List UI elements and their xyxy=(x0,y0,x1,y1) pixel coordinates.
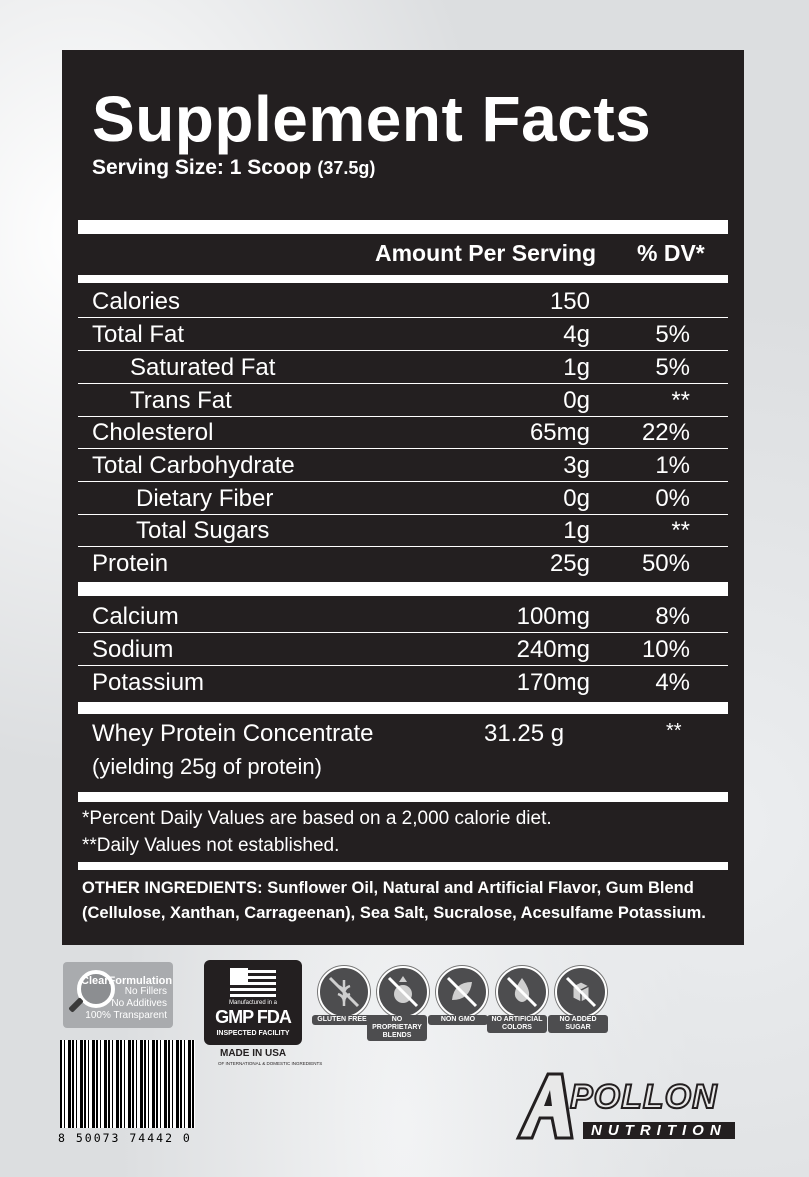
nutrient-amount: 25g xyxy=(549,550,590,577)
mineral-row xyxy=(78,600,728,633)
brand-sub: NUTRITION xyxy=(583,1122,735,1139)
cert-label: NO ARTIFICIAL COLORS xyxy=(487,1015,547,1033)
nutrient-dv: 1% xyxy=(655,452,690,479)
us-flag-icon xyxy=(230,968,276,998)
clear-formulation-line: No Additives xyxy=(111,998,167,1009)
made-in-usa: MADE IN USA xyxy=(220,1048,287,1059)
gmp-fda-badge xyxy=(204,960,302,1045)
footnote-not-established: **Daily Values not established. xyxy=(82,835,340,856)
cert-label: NO PROPRIETARY BLENDS xyxy=(367,1015,427,1041)
mineral-dv: 8% xyxy=(655,603,690,630)
mineral-label: Sodium xyxy=(92,636,174,663)
nutrient-label: Cholesterol xyxy=(92,419,214,446)
nutrient-label: Total Fat xyxy=(92,321,185,348)
thick-divider xyxy=(78,582,728,596)
nutrient-amount: 150 xyxy=(549,288,590,315)
supplement-facts-panel xyxy=(62,50,744,945)
made-in-usa-sub: OF INTERNATIONAL & DOMESTIC INGREDIENTS xyxy=(218,1061,323,1066)
serving-grams: (37.5g) xyxy=(317,158,376,178)
nutrient-label: Trans Fat xyxy=(130,387,232,414)
nutrient-label: Protein xyxy=(92,550,169,577)
whey-amount: 31.25 g xyxy=(484,720,565,747)
whey-label: Whey Protein Concentrate xyxy=(92,720,374,747)
serving-size-label: Serving Size: 1 Scoop xyxy=(92,156,312,179)
whey-sublabel: (yielding 25g of protein) xyxy=(92,754,322,779)
gmp-line2: GMP FDA xyxy=(215,1007,291,1027)
nutrient-amount: 0g xyxy=(563,485,590,512)
wheat-icon xyxy=(318,966,370,1018)
mineral-row xyxy=(78,666,728,698)
drop-icon xyxy=(496,966,548,1018)
mineral-label: Calcium xyxy=(92,603,179,630)
cert-label: GLUTEN FREE xyxy=(312,1015,372,1025)
nutrient-amount: 1g xyxy=(563,517,590,544)
nutrient-dv: 5% xyxy=(655,321,690,348)
panel-title: Supplement Facts xyxy=(92,83,652,155)
nutrient-label: Dietary Fiber xyxy=(136,485,274,512)
nutrient-amount: 0g xyxy=(563,387,590,414)
nutrient-label: Total Carbohydrate xyxy=(92,452,295,479)
clear-formulation-badge xyxy=(63,962,173,1028)
thick-divider xyxy=(78,220,728,234)
whey-dv: ** xyxy=(666,720,682,742)
blend-icon xyxy=(377,966,429,1018)
header-divider xyxy=(78,275,728,283)
mineral-amount: 240mg xyxy=(516,636,590,663)
nutrient-label: Calories xyxy=(92,288,181,315)
thick-divider xyxy=(78,702,728,714)
clear-formulation-title: ClearFormulation xyxy=(81,975,173,987)
nutrient-dv: ** xyxy=(671,387,690,414)
other-ingredients xyxy=(82,876,732,926)
nutrient-row xyxy=(78,514,728,547)
nutrient-label: Total Sugars xyxy=(136,517,270,544)
cert-label: NO ADDED SUGAR xyxy=(548,1015,608,1033)
nutrient-dv: 50% xyxy=(641,550,690,577)
nutrient-amount: 1g xyxy=(563,354,590,381)
serving-size xyxy=(92,156,375,180)
daily-value-header: % DV* xyxy=(637,240,705,266)
brand-name: POLLON xyxy=(570,1078,718,1116)
amount-per-serving-header: Amount Per Serving xyxy=(375,240,597,266)
thick-divider xyxy=(78,792,728,802)
nutrient-amount: 3g xyxy=(563,452,590,479)
gmp-line1: Manufactured in a xyxy=(228,1000,278,1006)
barcode xyxy=(60,1040,195,1128)
nutrient-row xyxy=(78,547,728,579)
nutrient-row xyxy=(78,482,728,515)
nutrient-dv: 5% xyxy=(655,354,690,381)
mineral-dv: 10% xyxy=(641,636,690,663)
other-ingredients-text: Sunflower Oil, Natural and Artificial Flavor, Gum Blend (Cellulose, Xanthan, Carrageenan), Sea Salt, Sucralose, Acesulfame Potassium. xyxy=(82,879,706,922)
mineral-amount: 170mg xyxy=(516,669,590,696)
mineral-row xyxy=(78,633,728,666)
footnote-dv: *Percent Daily Values are based on a 2,000 calorie diet. xyxy=(82,808,552,829)
mineral-amount: 100mg xyxy=(516,603,590,630)
nutrient-label: Saturated Fat xyxy=(130,354,276,381)
nutrient-row xyxy=(78,384,728,417)
gmp-line3: INSPECTED FACILITY xyxy=(216,1030,290,1037)
nutrient-row xyxy=(78,318,728,351)
nutrient-amount: 65mg xyxy=(529,419,590,446)
leaf-icon xyxy=(436,966,488,1018)
nutrient-row xyxy=(78,285,728,318)
nutrient-amount: 4g xyxy=(563,321,590,348)
cert-label: NON GMO xyxy=(428,1015,488,1025)
sugar-cube-icon xyxy=(555,966,607,1018)
clear-formulation-line: 100% Transparent xyxy=(85,1010,167,1021)
other-ingredients-heading: OTHER INGREDIENTS: xyxy=(82,879,263,897)
clear-formulation-line: No Fillers xyxy=(124,986,167,997)
mineral-label: Potassium xyxy=(92,669,205,696)
nutrient-row xyxy=(78,416,728,449)
nutrient-dv: 0% xyxy=(655,485,690,512)
nutrient-row xyxy=(78,449,728,482)
mineral-dv: 4% xyxy=(655,669,690,696)
barcode-number: 8 50073 74442 0 xyxy=(58,1131,192,1145)
nutrient-row xyxy=(78,351,728,384)
thick-divider xyxy=(78,862,728,870)
magnifier-handle xyxy=(68,997,84,1013)
nutrient-dv: ** xyxy=(671,517,690,544)
nutrient-dv: 22% xyxy=(641,419,690,446)
